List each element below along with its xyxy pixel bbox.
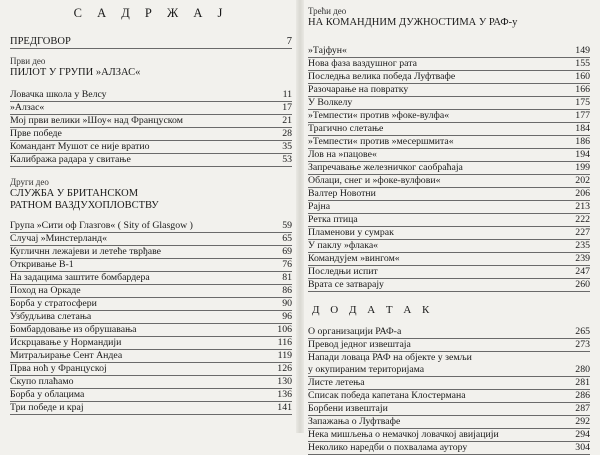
part2-title-line1: СЛУЖБА У БРИТАНСКОМ: [10, 188, 139, 199]
toc-entry-preface: [10, 36, 292, 49]
toc-entry-label: Бомбардовање из обрушавања: [10, 324, 137, 335]
toc-entry: [308, 429, 590, 442]
toc-entry-page: 247: [575, 266, 590, 277]
toc-entry-page: 126: [277, 363, 292, 374]
toc-entry: [308, 58, 590, 71]
toc-entry: [308, 188, 590, 201]
toc-entry-label: Последњи испит: [308, 266, 378, 277]
toc-entry-label: Трагично слетање: [308, 123, 384, 134]
toc-entry-page: 130: [277, 376, 292, 387]
toc-entry: [308, 136, 590, 149]
part2-title-line2: РАТНОМ ВАЗДУХОПЛОВСТВУ: [10, 200, 159, 211]
toc-entry: [10, 350, 292, 363]
toc-entry: [308, 201, 590, 214]
toc-entry: [10, 128, 292, 141]
toc-entry-page: 96: [282, 311, 292, 322]
toc-entry-page: 28: [282, 128, 292, 139]
toc-entry-label: Ловачка школа у Велсу: [10, 89, 107, 100]
toc-entry-page: 222: [575, 214, 590, 225]
toc-entry-page: 76: [282, 259, 292, 270]
toc-entry: [308, 214, 590, 227]
toc-entry-label: Неколико наредби о похвалама аутору: [308, 442, 468, 453]
toc-entry-page: 17: [282, 102, 292, 113]
toc-entry-label: У паклу »флака«: [308, 240, 379, 251]
toc-entry-label: Прве победе: [10, 128, 62, 139]
toc-entry-label: Откривање В-1: [10, 259, 74, 270]
toc-entry-page: 81: [282, 272, 292, 283]
toc-entry-label: О организацији РАФ-а: [308, 326, 402, 337]
toc-entry-label: Митраљирање Сент Андеа: [10, 350, 123, 361]
toc-entry: [308, 416, 590, 429]
toc-entry: [308, 403, 590, 416]
toc-entry: [308, 175, 590, 188]
toc-entry: [308, 149, 590, 162]
toc-entry-label: Борба у стратосфери: [10, 298, 97, 309]
toc-entry-label: Командант Мушот се није вратио: [10, 141, 150, 152]
toc-entry-label: На задацима заштите бомбардера: [10, 272, 150, 283]
toc-entry-label: Три победе и крај: [10, 402, 84, 413]
right-page: [300, 0, 600, 453]
toc-entry-page: 177: [575, 110, 590, 121]
toc-entry: [10, 298, 292, 311]
part2-head: Други део: [10, 177, 49, 187]
toc-entry-page: 227: [575, 227, 590, 238]
toc-entry-page: 292: [575, 416, 590, 427]
toc-entry-label: Случај »Минстерланд«: [10, 233, 107, 244]
toc-entry-page: 294: [575, 429, 590, 440]
toc-entry-page: 86: [282, 285, 292, 296]
toc-entry-label: Скупо плаћамо: [10, 376, 74, 387]
part1-title: ПИЛОТ У ГРУПИ »АЛЗАС«: [10, 67, 141, 78]
toc-entry-page: 119: [277, 350, 292, 361]
toc-entry-page: 287: [575, 403, 590, 414]
toc-entry-label: Кугличнн лежајеви и летеће тврђаве: [10, 246, 162, 257]
toc-entry-page: 136: [277, 389, 292, 400]
toc-entry-page: 65: [282, 233, 292, 244]
part2-list: [10, 220, 292, 415]
toc-entry-page: 90: [282, 298, 292, 309]
toc-entry-page: 149: [575, 45, 590, 56]
toc-entry-label: Борбени извештаји: [308, 403, 388, 414]
toc-entry: [308, 123, 590, 136]
toc-entry: [10, 102, 292, 115]
toc-entry-label: Пламенови у сумрак: [308, 227, 394, 238]
toc-entry-label: Запажања о Луфтвафе: [308, 416, 401, 427]
toc-entry: [10, 233, 292, 246]
part1-list: [10, 89, 292, 167]
toc-entry-label: »Тајфун«: [308, 45, 347, 56]
toc-entry: [10, 363, 292, 376]
toc-entry: [10, 220, 292, 233]
toc-entry: [308, 339, 590, 352]
toc-entry-label: Облаци, снег и »фоке-вулфови«: [308, 175, 441, 186]
toc-entry: [10, 246, 292, 259]
toc-entry-label: Последња велика победа Луфтвафе: [308, 71, 456, 82]
toc-entry: [10, 389, 292, 402]
toc-entry: [308, 97, 590, 110]
toc-entry-label: Поход на Оркаде: [10, 285, 81, 296]
toc-entry-label: Група »Сити оф Глазгов« ( Sity of Glasgow ): [10, 220, 193, 231]
toc-entry-page: 286: [575, 390, 590, 401]
toc-entry-page: 260: [575, 279, 590, 290]
toc-entry-page: 184: [575, 123, 590, 134]
toc-entry-page: 199: [575, 162, 590, 173]
toc-entry: [10, 141, 292, 154]
toc-entry-page: 35: [282, 141, 292, 152]
toc-entry-page: 155: [575, 58, 590, 69]
toc-entry: [10, 154, 292, 167]
toc-entry: [308, 364, 590, 377]
toc-entry-page: 160: [575, 71, 590, 82]
part3-head: Трећи део: [308, 6, 347, 16]
toc-entry-page: 235: [575, 240, 590, 251]
toc-entry: [308, 377, 590, 390]
toc-entry-label: Нова фаза ваздушног рата: [308, 58, 417, 69]
toc-entry-page: 213: [575, 201, 590, 212]
toc-entry-page: 69: [282, 246, 292, 257]
appendix-title: Д О Д А Т А К: [312, 304, 434, 316]
toc-entry: [308, 162, 590, 175]
toc-entry-page: 141: [277, 402, 292, 413]
toc-entry-page: 281: [575, 377, 590, 388]
toc-entry-label: У Волкелу: [308, 97, 353, 108]
toc-entry-page: 21: [282, 115, 292, 126]
toc-entry: [308, 352, 590, 364]
toc-entry-page: 206: [575, 188, 590, 199]
toc-entry-label: Командујем »вингом«: [308, 253, 400, 264]
appendix-list: [308, 326, 590, 455]
part2-title: [10, 188, 292, 212]
toc-entry-page: 53: [282, 154, 292, 165]
toc-entry-page: 273: [575, 339, 590, 350]
toc-entry-page: 116: [277, 337, 292, 348]
toc-entry-label: у окупираним територијама: [308, 364, 425, 375]
toc-entry-label: Ретка птица: [308, 214, 358, 225]
toc-entry-label: Запречавање железничког саобраћаја: [308, 162, 463, 173]
toc-entry: [308, 227, 590, 240]
toc-entry: [10, 337, 292, 350]
toc-entry: [308, 279, 590, 292]
toc-entry: [308, 442, 590, 455]
toc-entry: [10, 402, 292, 415]
toc-entry-page: 280: [575, 364, 590, 375]
toc-entry: [308, 253, 590, 266]
part3-list: [308, 45, 590, 292]
toc-entry-page: 11: [282, 89, 292, 100]
toc-entry-label: Валтер Новотни: [308, 188, 376, 199]
toc-entry: [10, 272, 292, 285]
toc-entry-page: 194: [575, 149, 590, 160]
toc-entry-label: Врата се затварају: [308, 279, 384, 290]
toc-entry-label: Разочарање на повратку: [308, 84, 409, 95]
toc-entry-label: Искрцавање у Нормандији: [10, 337, 122, 348]
toc-entry-label: Калибража радара у свитање: [10, 154, 131, 165]
toc-entry-label: Листе летења: [308, 377, 365, 388]
toc-entry-label: »Темпести« против »месершмита«: [308, 136, 454, 147]
toc-entry-page: 7: [286, 36, 292, 47]
toc-entry-label: »Темпести« против »фоке-вулфа«: [308, 110, 450, 121]
toc-entry: [10, 259, 292, 272]
toc-entry: [308, 45, 590, 58]
toc-entry: [308, 71, 590, 84]
toc-entry-label: Лов на »пацове«: [308, 149, 377, 160]
toc-entry-page: 304: [575, 442, 590, 453]
toc-entry-label: Борба у облацима: [10, 389, 85, 400]
toc-entry-label: ПРЕДГОВОР: [10, 36, 71, 47]
toc-entry: [10, 115, 292, 128]
toc-entry-page: 186: [575, 136, 590, 147]
left-page: [0, 0, 300, 433]
toc-entry-page: 265: [575, 326, 590, 337]
part1-head: Први део: [10, 56, 46, 66]
toc-entry: [308, 240, 590, 253]
toc-entry-label: Списак победа капетана Клостермана: [308, 390, 466, 401]
toc-entry: [10, 311, 292, 324]
toc-entry-label: Рајна: [308, 201, 331, 212]
toc-entry-label: Превод једног извештаја: [308, 339, 411, 350]
toc-entry-label: Напади ловаца РАФ на објекте у земљи: [308, 352, 472, 363]
toc-entry: [308, 326, 590, 339]
toc-entry: [10, 376, 292, 389]
contents-title: С А Д Р Ж А Ј: [73, 6, 229, 20]
toc-entry-page: 202: [575, 175, 590, 186]
toc-entry: [308, 110, 590, 123]
toc-entry: [308, 390, 590, 403]
toc-entry: [10, 285, 292, 298]
toc-entry-label: »Алзас«: [10, 102, 45, 113]
toc-entry-label: Прва ноћ у Француској: [10, 363, 107, 374]
toc-entry-page: 166: [575, 84, 590, 95]
toc-entry-page: 175: [575, 97, 590, 108]
part3-title: НА КОМАНДНИМ ДУЖНОСТИМА У РАФ-у: [308, 17, 518, 28]
toc-entry-label: Узбудљива слетања: [10, 311, 92, 322]
toc-entry-label: Мој први велики »Шоу« над Француском: [10, 115, 183, 126]
toc-entry: [308, 266, 590, 279]
toc-entry-page: 59: [282, 220, 292, 231]
toc-entry: [10, 89, 292, 102]
toc-entry: [10, 324, 292, 337]
toc-entry-label: Нека мишљења о немачкој ловачкој авијацији: [308, 429, 499, 440]
toc-entry: [308, 84, 590, 97]
toc-entry-page: 239: [575, 253, 590, 264]
toc-entry-page: 106: [277, 324, 292, 335]
